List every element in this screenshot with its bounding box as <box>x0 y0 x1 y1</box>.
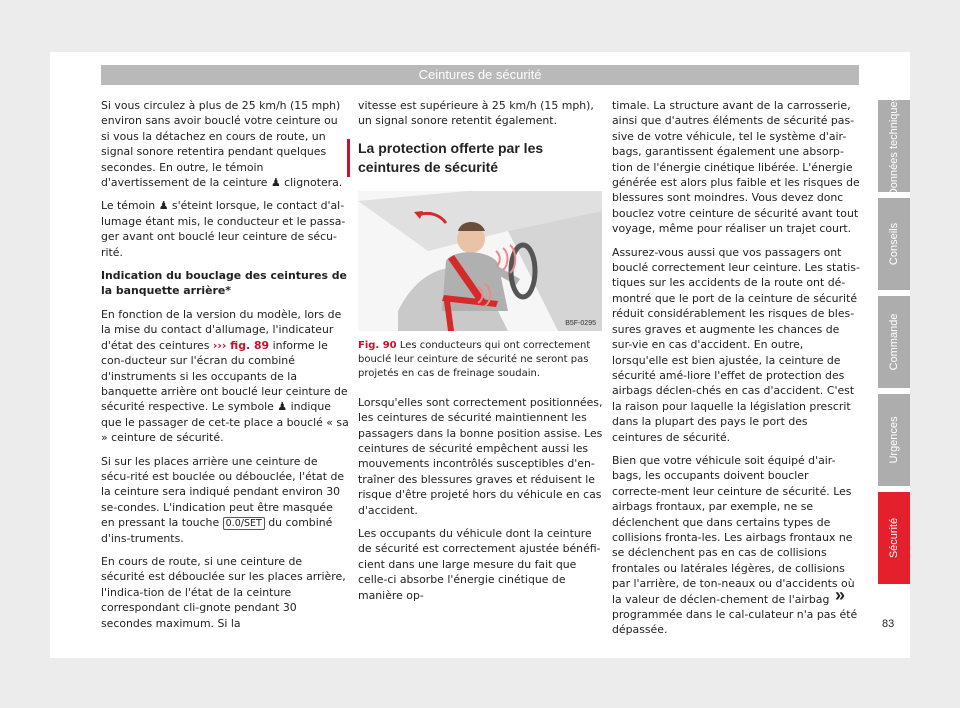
text: Si vous circulez à plus de 25 km/h (15 mph) environ sans avoir bouclé votre ceinture ou si vous la détachez en cours de route, un signal sonore retentira pendant quelques secondes. En outre, le témoin d'avertissement de la ceinture <box>101 99 341 190</box>
tab-commande[interactable] <box>878 296 910 388</box>
column-3 <box>612 98 860 646</box>
figure-label: Fig. 90 <box>358 339 397 351</box>
text: Si sur les places arrière une ceinture de sécu-rité est bouclée ou débouclée, l'état de la ceinture sera indiqué pendant environ 30 se-condes. L'indication peut être masquée en pressant la touche <box>101 454 345 530</box>
column-1 <box>101 98 349 639</box>
tab-urgences[interactable] <box>878 394 910 486</box>
paragraph <box>101 307 349 446</box>
tab-label: Urgences <box>888 416 900 464</box>
text: Le témoin <box>101 199 156 213</box>
section-title: La protection offerte par les ceintures de sécurité <box>347 139 606 177</box>
text: informe le con-ducteur sur l'écran du combiné d'instruments si les occupants de la banquette arrière ont bouclé leur ceinture de sécurité respective. Le symbole <box>101 338 348 414</box>
figure-code: B5F-0295 <box>565 319 596 327</box>
text: s'éteint lorsque, le contact d'al-lumage étant mis, le conducteur et le passa-ger avant ont bouclé leur ceinture de sécu-rité. <box>101 199 346 259</box>
subheading-rear-belts: Indication du bouclage des ceintures de la banquette arrière* <box>101 269 347 298</box>
caption-text: Les conducteurs qui ont correctement bouclé leur ceinture de sécurité ne seront pas projetés en cas de freinage soudain. <box>358 339 591 379</box>
text: du combiné d'ins-truments. <box>101 516 333 545</box>
tab-securite[interactable] <box>878 492 910 584</box>
tab-label: Commande <box>888 313 900 371</box>
figure-caption <box>358 339 606 381</box>
tab-conseils[interactable] <box>878 198 910 290</box>
seatbelt-icon: ♟ <box>277 400 288 414</box>
paragraph <box>101 98 349 190</box>
text: clignotera. <box>284 176 343 190</box>
paragraph <box>101 198 349 260</box>
paragraph: En cours de route, si une ceinture de sécurité est débouclée sur les places arrière, l'indica-tion de l'état de la ceinture correspondant cli-gnote pendant 30 secondes maximum. Si la <box>101 554 346 630</box>
figure-link[interactable]: ››› fig. 89 <box>212 338 270 352</box>
figure-driver-seatbelt <box>358 191 602 331</box>
tab-donnees-techniques[interactable] <box>878 95 910 197</box>
paragraph: vitesse est supérieure à 25 km/h (15 mph), un signal sonore retentit également. <box>358 99 594 128</box>
driver-illustration <box>358 191 602 331</box>
column-2 <box>358 98 606 611</box>
seatbelt-icon: ♟ <box>270 176 281 190</box>
text: indique que le passager de cet-te place a bouclé « sa » ceinture de sécurité. <box>101 400 349 445</box>
tab-label: Conseils <box>888 222 900 266</box>
paragraph: Assurez-vous aussi que vos passagers ont bouclé correctement leur ceinture. Les statis-tiques sur les accidents de la route ont dé-montré que le port de la ceinture de sécurité réduit considérablement les risques de bles-sures graves et augmente les chances de sur-vie en cas d'accident. En outre, lorsqu'elle est bien ajustée, la ceinture de sécurité amé-liore l'effet de protection des airbags déclen-chés en cas d'accident. C'est la raison pour laquelle la législation prescrit dans la plupart des pays le port des ceintures de sécurité. <box>612 245 860 444</box>
page-header-title: Ceintures de sécurité <box>418 67 542 82</box>
tab-label: Données techniques <box>888 95 900 197</box>
paragraph: timale. La structure avant de la carrosserie, ainsi que d'autres éléments de sécurité pas-sive de votre véhicule, tel le système d'air-bags, garantissent également une absorp-tion de l'énergie cinétique libérée. L'énergie générée est alors plus faible et les risques de blessures sont moindres. Vous devez donc bouclez votre ceinture de sécurité avant tout voyage, même pour réaliser un trajet court. <box>612 99 860 236</box>
text: En fonction de la version du modèle, lors de la mise du contact d'allumage, l'indicateur d'état des ceintures <box>101 307 342 352</box>
key-label: 0.0/SET <box>223 517 265 530</box>
tab-label: Sécurité <box>888 517 900 559</box>
paragraph: Lorsqu'elles sont correctement positionnées, les ceintures de sécurité maintiennent les passagers dans la bonne position assise. Les ceintures de sécurité empêchent aussi les mouvements incontrôlés susceptibles d'en-traîner des blessures graves et réduisent le risque d'être projeté hors du véhicule en cas d'accident. <box>358 395 603 517</box>
page-header <box>101 65 859 85</box>
page-number: 83 <box>882 618 895 630</box>
paragraph <box>101 454 349 546</box>
seatbelt-icon: ♟ <box>158 199 169 213</box>
continue-arrow-icon: » <box>835 585 846 605</box>
paragraph: Les occupants du véhicule dont la ceinture de sécurité est correctement ajustée bénéfi-cient dans une large mesure du fait que celle-ci absorbe l'énergie cinétique de manière op- <box>358 527 601 602</box>
paragraph: Bien que votre véhicule soit équipé d'air-bags, les occupants doivent boucler correcte-ment leur ceinture de sécurité. Les airbags frontaux, par exemple, ne se déclenchent que dans certains types de collisions fronta-les. Les airbags frontaux ne se déclenchent pas en cas de collisions frontales ou latérales légères, de collisions par l'arrière, de ton-neaux ou d'accidents où la valeur de déclen-chement de l'airbag programmée dans le cal-culateur n'a pas été dépassée. <box>612 453 858 637</box>
